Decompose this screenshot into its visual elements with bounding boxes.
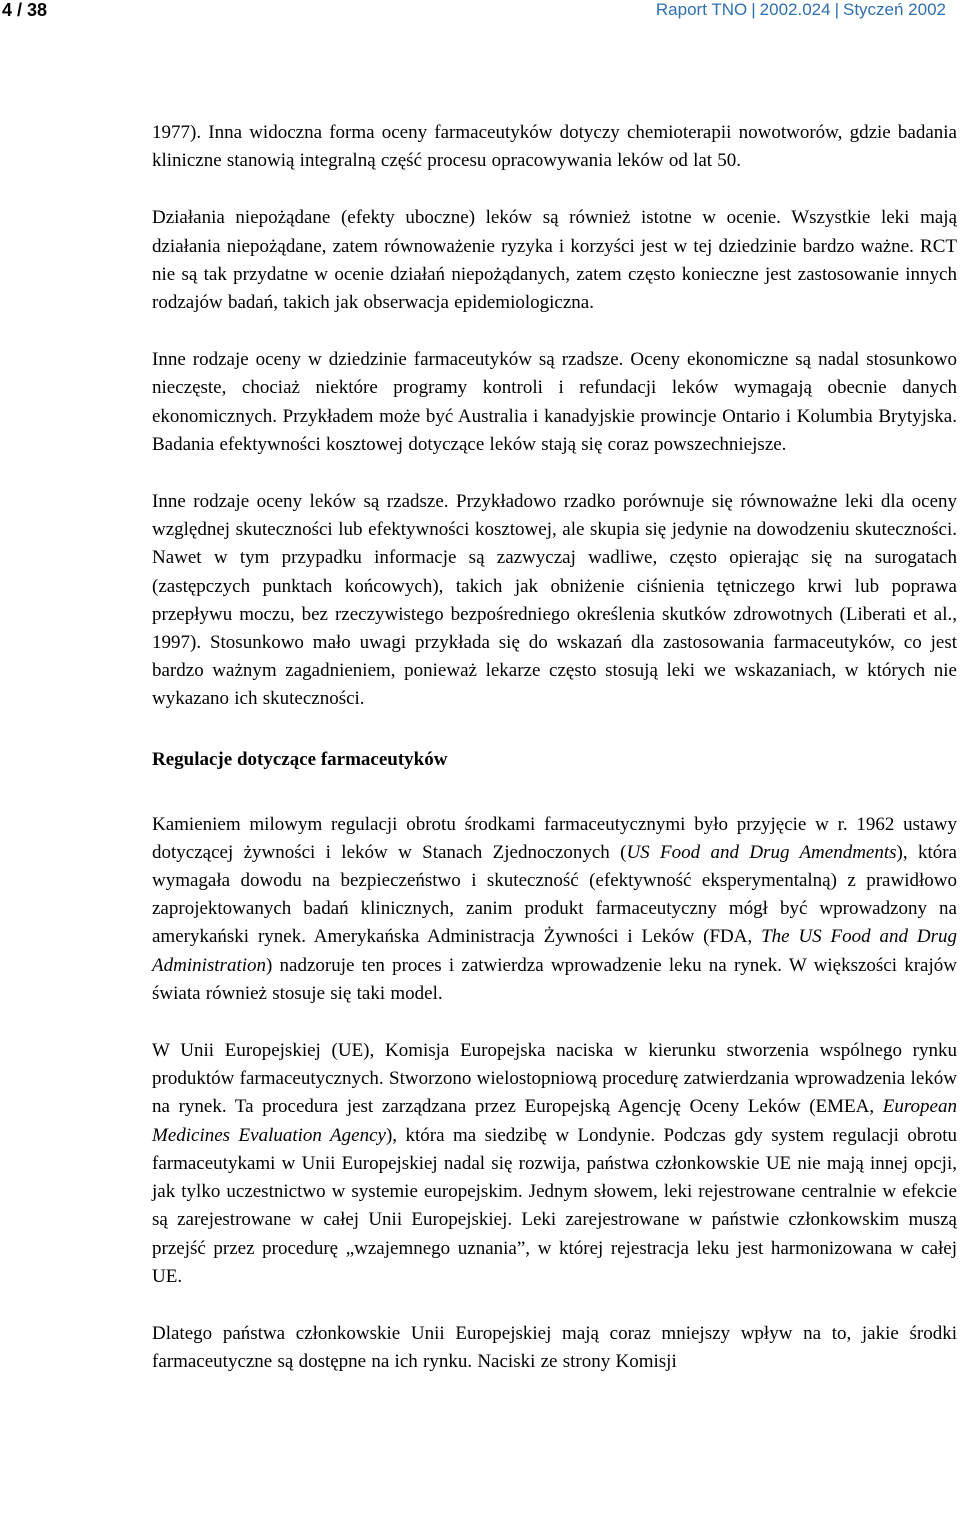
page-header [0,0,960,20]
report-header [656,0,946,20]
paragraph-side-effects: Działania niepożądane (efekty uboczne) leków są również istotne w ocenie. Wszystkie leki mają działania niepożądane, zatem równoważenie ryzyka i korzyści jest w tej dziedzinie bardzo ważne. RCT nie są tak przydatne w ocenie działań niepożądanych, zatem często konieczne jest zastosowanie innych rodzajów badań, takich jak obserwacja epidemiologiczna. [152,207,957,314]
header-separator: | [834,0,839,19]
report-number: 2002.024 [759,0,831,19]
header-separator: | [751,0,756,19]
italic-term: The US Food and Drug Administration [152,926,957,976]
text-segment: W Unii Europejskiej (UE), Komisja Europejska naciska w kierunku stworzenia wspólnego rynku produktów farmaceutycznych. Stworzono wielostopniową procedurę zatwierdzania wprowadzenia leków na rynek. Ta procedura jest zarządzana przez Europejską Agencję Oceny Leków (EMEA, [152,1040,957,1118]
report-name: Raport TNO [655,0,748,19]
paragraph-us-regulation [152,811,957,1008]
italic-term: European Medicines Evaluation Agency [152,1096,957,1146]
page-number: 4 / 38 [2,0,48,20]
paragraph-chemotherapy: 1977). Inna widoczna forma oceny farmaceutyków dotyczy chemioterapii nowotworów, gdzie badania kliniczne stanowią integralną część procesu opracowywania leków od lat 50. [152,122,957,172]
document-body [152,119,957,1376]
text-segment: ), która ma siedzibę w Londynie. Podczas gdy system regulacji obrotu farmaceutykami w Unii Europejskiej nadal się rozwija, państwa członkowskie UE nie mają innej opcji, jak tylko uczestnictwo w systemie europejskim. Jednym słowem, leki rejestrowane centralnie w efekcie są zarejestrowane w całej Unii Europejskiej. Leki zarejestrowane w państwie członkowskim muszą przejść przez procedurę „wzajemnego uznania”, w której rejestracja leku jest harmonizowana w całej UE. [152,1124,957,1287]
paragraph-member-states: Dlatego państwa członkowskie Unii Europejskiej mają coraz mniejszy wpływ na to, jakie środki farmaceutyczne są dostępne na ich rynku. Naciski ze strony Komisji [152,1322,957,1373]
text-segment: ) nadzoruje ten proces i zatwierdza wprowadzenie leku na rynek. W większości krajów świata również stosuje się taki model. [152,954,957,1004]
section-heading: Regulacje dotyczące farmaceutyków [152,748,448,770]
text-segment: ), która wymagała dowodu na bezpieczeństwo i skuteczność (efektywność eksperymentalną) z prawidłowo zaprojektowanych badań klinicznych, zanim produkt farmaceutyczny mógł być wprowadzony na amerykański rynek. Amerykańska Administracja Żywności i Leków (FDA, [152,841,957,948]
report-date: Styczeń 2002 [842,0,946,19]
paragraph-economic-evaluation: Inne rodzaje oceny w dziedzinie farmaceutyków są rzadsze. Oceny ekonomiczne są nadal stosunkowo nieczęste, chociaż niektóre programy kontroli i refundacji leków wymagają obecnie danych ekonomicznych. Przykładem może być Australia i kanadyjskie prowincje Ontario i Kolumbia Brytyjska. Badania efektywności kosztowej dotyczące leków stają się coraz powszechniejsze. [152,349,957,455]
paragraph-eu-regulation [152,1037,957,1291]
text-segment: Kamieniem milowym regulacji obrotu środkami farmaceutycznymi było przyjęcie w r. 1962 ustawy dotyczącej żywności i leków w Stanach Zjednoczonych ( [152,813,957,863]
italic-term: US Food and Drug Amendments [626,841,897,863]
paragraph-other-evaluation: Inne rodzaje oceny leków są rzadsze. Przykładowo rzadko porównuje się równoważne leki dla oceny względnej skuteczności lub efektywności kosztowej, ale skupia się jedynie na dowodzeniu skuteczności. Nawet w tym przypadku informacje są zazwyczaj wadliwe, często opierając się na surogatach (zastępczych punktach końcowych), takich jak obniżenie ciśnienia tętniczego krwi lub poprawa przepływu moczu, bez rzeczywistego bezpośredniego określenia skutków zdrowotnych (Liberati et al., 1997). Stosunkowo mało uwagi przykłada się do wskazań dla zastosowania farmaceutyków, co jest bardzo ważnym zagadnieniem, ponieważ lekarze często stosują leki we wskazaniach, w których nie wykazano ich skuteczności. [152,491,957,710]
